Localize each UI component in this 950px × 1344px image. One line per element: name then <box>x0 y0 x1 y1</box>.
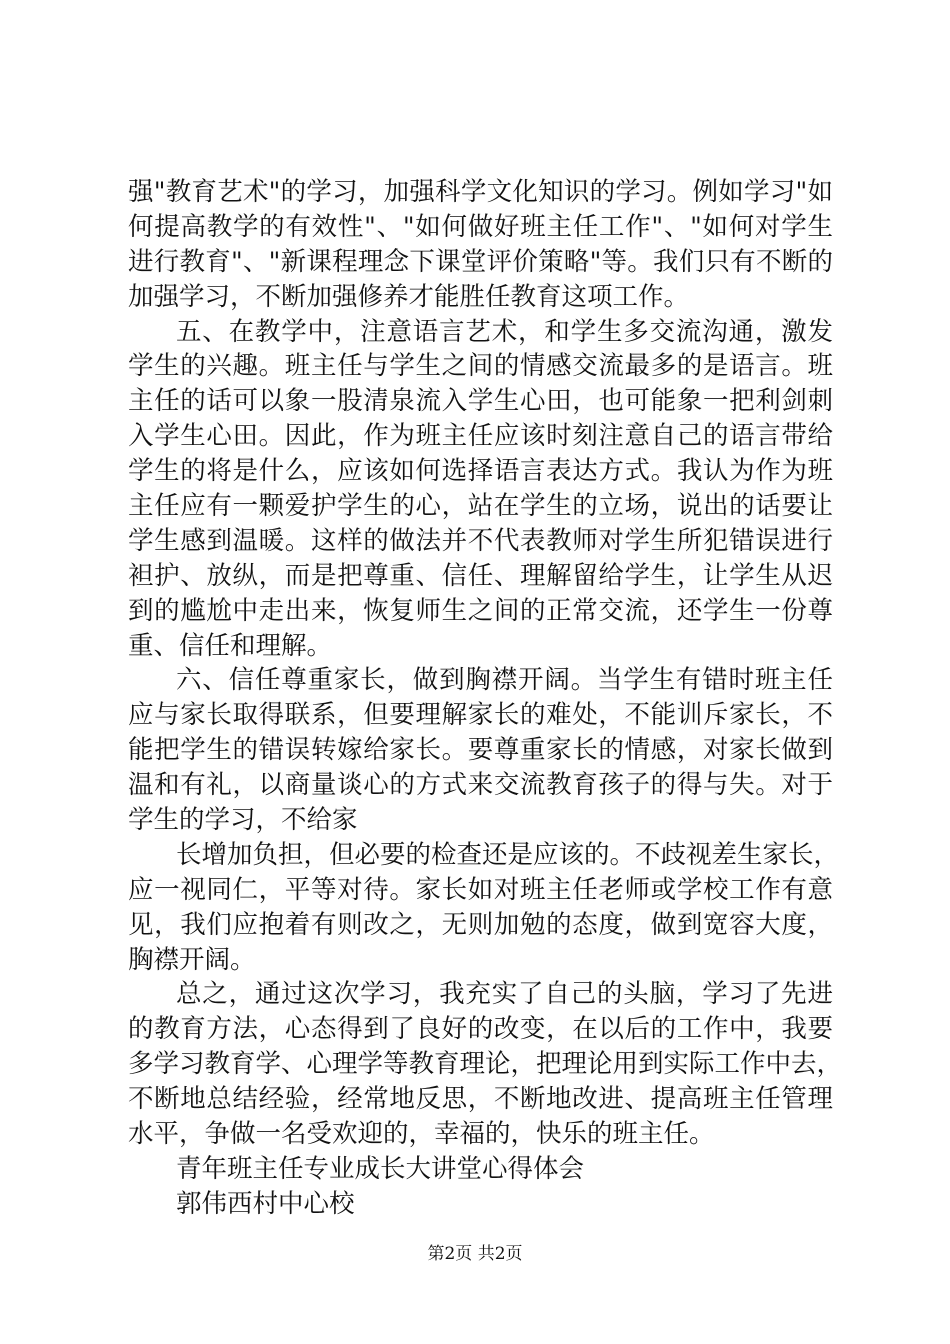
text-line: 不断地总结经验，经常地反思，不断地改进、提高班主任管理 <box>128 1084 833 1115</box>
page-number-label: 第2页 共2页 <box>427 1244 523 1264</box>
text-line: 水平，争做一名受欢迎的，幸福的，快乐的班主任。 <box>128 1119 715 1150</box>
document-title-line: 青年班主任专业成长大讲堂心得体会 <box>176 1153 585 1184</box>
text-line: 强"教育艺术"的学习，加强科学文化知识的学习。例如学习"如 <box>128 177 833 207</box>
text-line: 主任的话可以象一股清泉流入学生心田，也可能象一把利剑刺 <box>128 386 833 417</box>
text-line: 的教育方法，心态得到了良好的改变，在以后的工作中，我要 <box>128 1014 833 1045</box>
school-name-line: 郭伟西村中心校 <box>176 1188 355 1219</box>
text-line: 学生的兴趣。班主任与学生之间的情感交流最多的是语言。班 <box>128 351 833 382</box>
text-line: 主任应有一颗爱护学生的心，站在学生的立场，说出的话要让 <box>128 491 833 522</box>
paragraph-start-line: 五、在教学中，注意语言艺术，和学生多交流沟通，激发 <box>176 316 833 347</box>
text-line: 胸襟开阔。 <box>128 944 256 975</box>
text-line: 应与家长取得联系，但要理解家长的难处，不能训斥家长，不 <box>128 700 833 731</box>
text-line: 学生感到温暖。这样的做法并不代表教师对学生所犯错误进行 <box>128 525 833 556</box>
page-footer <box>0 1242 950 1266</box>
paragraph-start-line: 长增加负担，但必要的检查还是应该的。不歧视差生家长， <box>176 839 840 870</box>
text-line: 应一视同仁，平等对待。家长如对班主任老师或学校工作有意 <box>128 874 833 905</box>
text-line: 到的尴尬中走出来，恢复师生之间的正常交流，还学生一份尊 <box>128 595 833 626</box>
text-line: 袒护、放纵，而是把尊重、信任、理解留给学生，让学生从迟 <box>128 560 833 591</box>
text-line: 学生的将是什么，应该如何选择语言表达方式。我认为作为班 <box>128 456 833 487</box>
paragraph-start-line: 总之，通过这次学习，我充实了自己的头脑，学习了先进 <box>176 979 833 1010</box>
text-line: 能把学生的错误转嫁给家长。要尊重家长的情感，对家长做到 <box>128 735 833 766</box>
text-line: 重、信任和理解。 <box>128 630 333 661</box>
text-line: 进行教育"、"新课程理念下课堂评价策略"等。我们只有不断的 <box>128 246 833 277</box>
text-line: 见，我们应抱着有则改之，无则加勉的态度，做到宽容大度， <box>128 909 833 940</box>
paragraph-start-line: 六、信任尊重家长，做到胸襟开阔。当学生有错时班主任 <box>176 665 833 696</box>
text-line: 加强学习，不断加强修养才能胜任教育这项工作。 <box>128 281 690 312</box>
text-line: 何提高教学的有效性"、"如何做好班主任工作"、"如何对学生 <box>128 211 833 242</box>
text-line: 入学生心田。因此，作为班主任应该时刻注意自己的语言带给 <box>128 421 833 452</box>
document-body <box>128 175 843 1222</box>
text-line: 温和有礼，以商量谈心的方式来交流教育孩子的得与失。对于 <box>128 770 833 801</box>
text-line: 多学习教育学、心理学等教育理论，把理论用到实际工作中去， <box>128 1049 843 1080</box>
text-line: 学生的学习，不给家 <box>128 805 358 836</box>
